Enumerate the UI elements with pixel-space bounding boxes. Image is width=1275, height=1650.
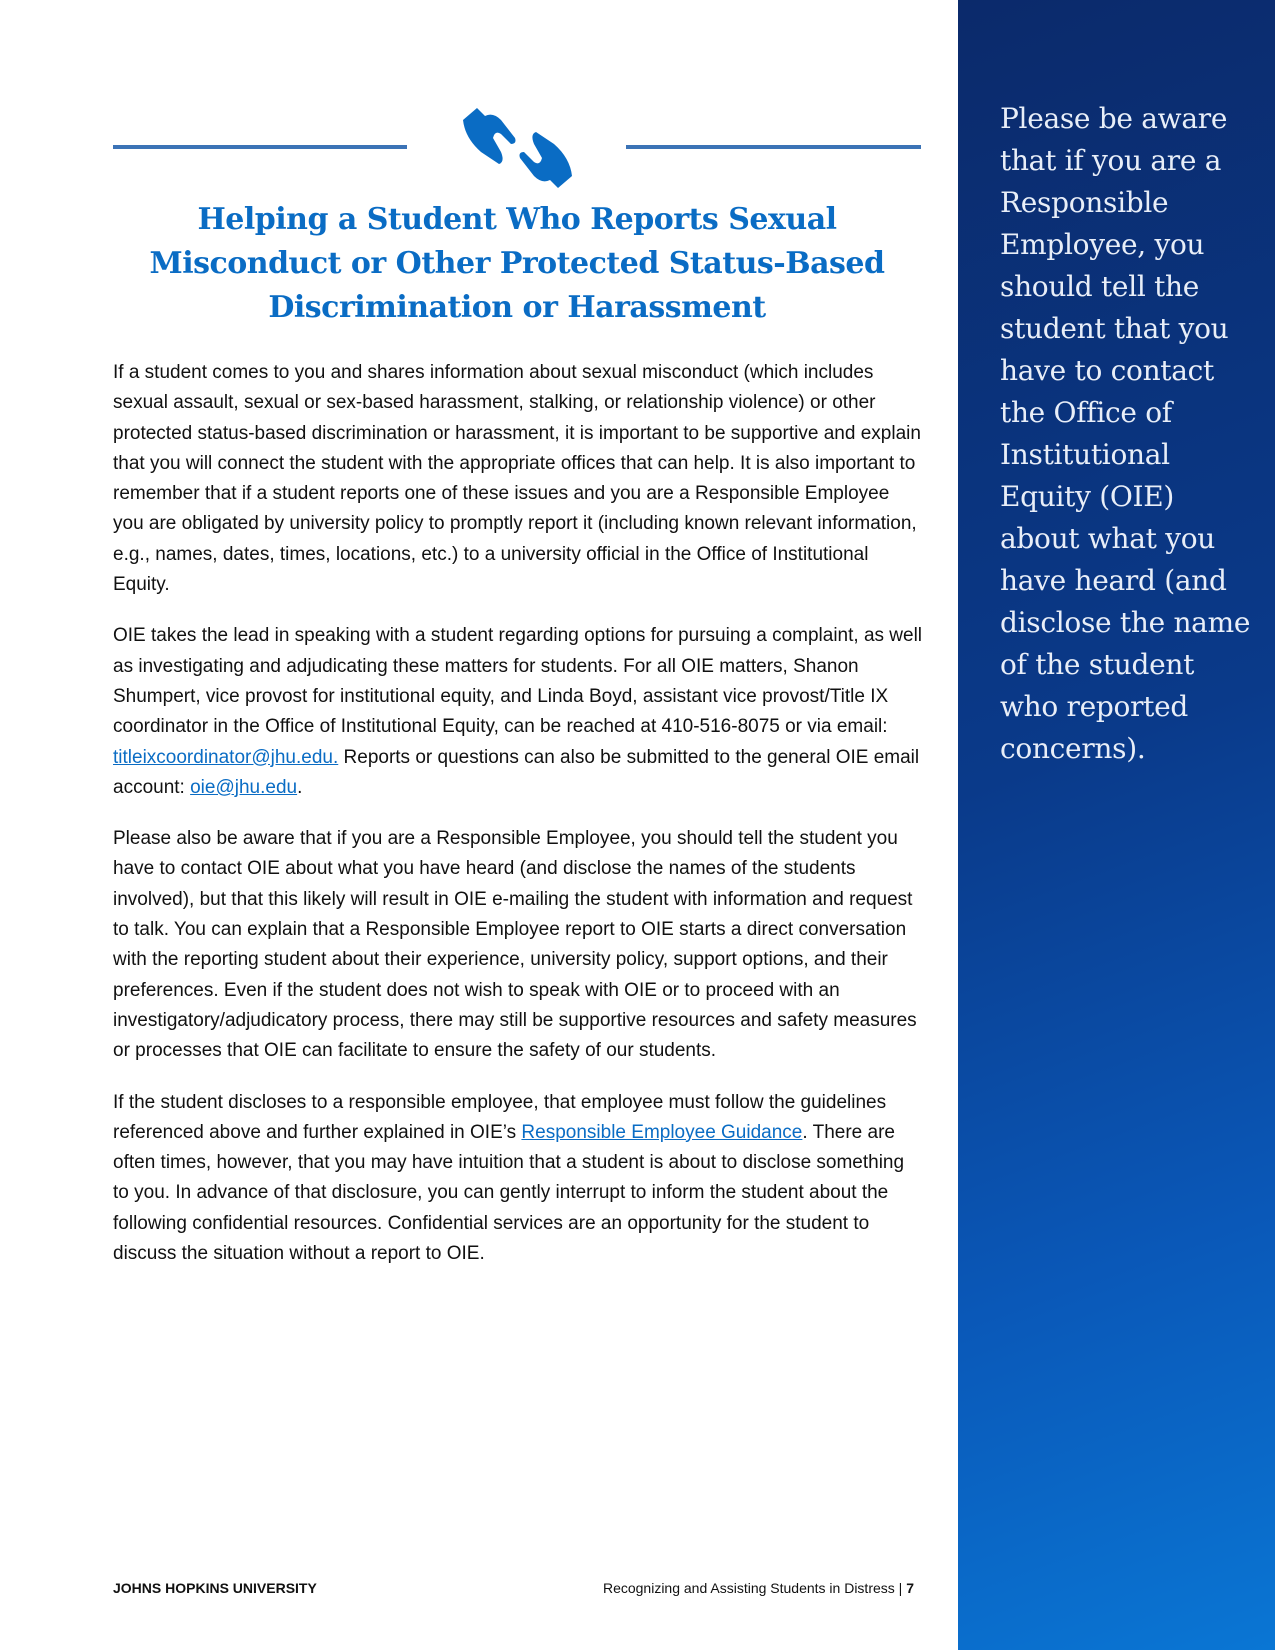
body-text <box>113 358 925 1290</box>
text: . There are often times, however, that you may have intuition that a student is about to disclose something to you. In advance of that disclosure, you can gently interrupt to inform the student about the following confidential resources. Confidential services are an opportunity for the student to discuss the situation without a report to OIE. <box>113 1121 905 1265</box>
paragraph-4 <box>113 1088 925 1270</box>
oie-email-link[interactable]: oie@jhu.edu <box>190 776 298 798</box>
page-title: Helping a Student Who Reports Sexual Misconduct or Other Protected Status-Based Discrimination or Harassment <box>149 202 885 325</box>
text: If the student discloses to a responsible employee, that employee must follow the guidelines referenced above and further explained in OIE’s <box>113 1091 887 1143</box>
responsible-employee-guidance-link[interactable]: Responsible Employee Guidance <box>521 1121 803 1143</box>
paragraph-2 <box>113 621 925 803</box>
doc-title: Recognizing and Assisting Students in Distress | <box>602 1580 907 1596</box>
text: OIE takes the lead in speaking with a student regarding options for pursuing a complaint, as well as investigating and adjudicating these matters for students. For all OIE matters, Shanon Shumpert, vice provost for institutional equity, and Linda Boyd, assistant vice provost/Title IX coordinator in the Office of Institutional Equity, can be reached at 410-516-8075 or via email: <box>113 625 923 738</box>
helping-hands-icon <box>455 108 580 188</box>
text: . <box>297 776 303 798</box>
paragraph-3: Please also be aware that if you are a Responsible Employee, you should tell the student you have to contact OIE about what you have heard (and disclose the names of the students involved), but that this likely will result in OIE e-mailing the student with information and request to talk. You can explain that a Responsible Employee report to OIE starts a direct conversation with the reporting student about their experience, university policy, support options, and their preferences. Even if the student does not wish to speak with OIE or to proceed with an investigatory/adjudicatory process, there may still be supportive resources and safety measures or processes that OIE can facilitate to ensure the safety of our students. <box>113 828 917 1062</box>
paragraph-1: If a student comes to you and shares information about sexual misconduct (which includes sexual assault, sexual or sex-based harassment, stalking, or relationship violence) or other protected status-based discrimination or harassment, it is important to be supportive and explain that you will connect the student with the appropriate offices that can help. It is also important to remember that if a student reports one of these issues and you are a Responsible Employee you are obligated by university policy to promptly report it (including known relevant information, e.g., names, dates, times, locations, etc.) to a university official in the Office of Institutional Equity. <box>113 362 921 596</box>
footer-org: JOHNS HOPKINS UNIVERSITY <box>113 1580 317 1596</box>
page-number: 7 <box>906 1580 914 1596</box>
divider-left <box>113 145 407 149</box>
sidebar-callout <box>958 0 1275 1650</box>
titleix-email-link[interactable]: titleixcoordinator@jhu.edu. <box>113 746 339 768</box>
footer-doc-title <box>603 1580 914 1596</box>
text: Reports or questions can also be submitted to the general OIE email account: <box>113 746 920 798</box>
callout-text: Please be aware that if you are a Responsible Employee, you should tell the student that you have to contact the Office of Institutional Equity (OIE) about what you have heard (and disclose the name of the student who reported concerns). <box>1000 102 1251 765</box>
divider-right <box>626 145 921 149</box>
